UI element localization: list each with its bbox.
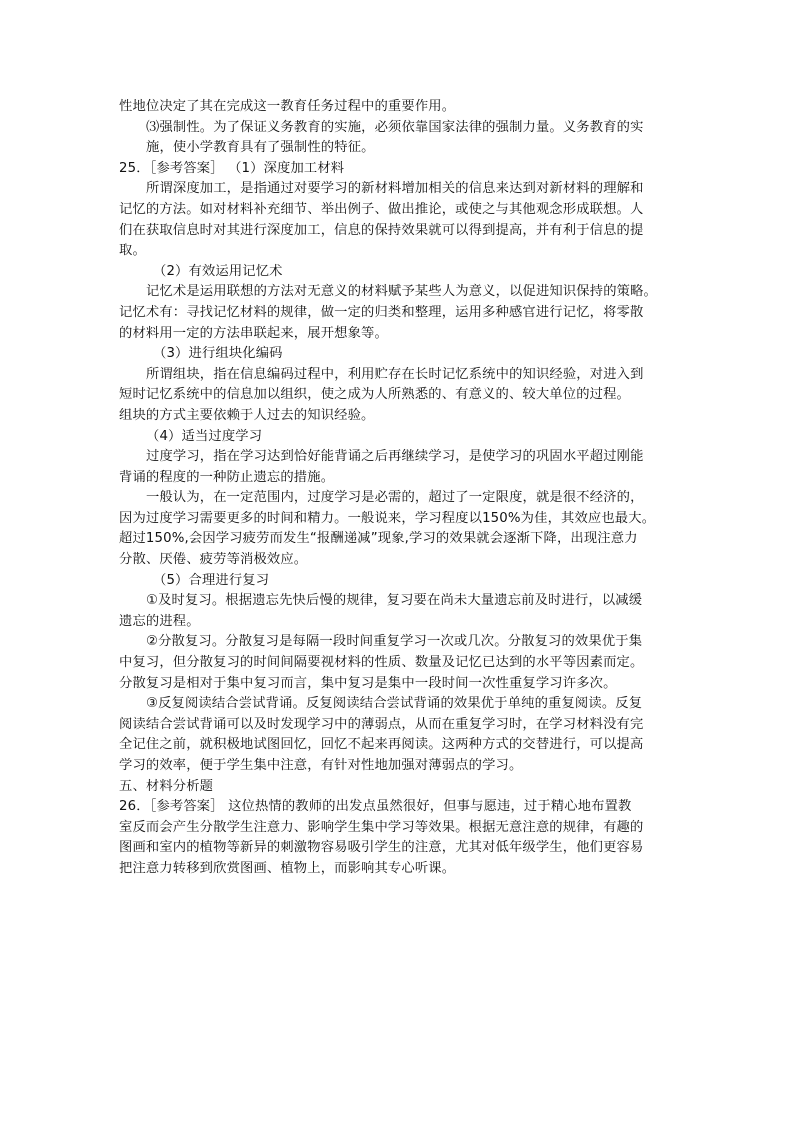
text-line: 施，使小学教育具有了强制性的特征。 bbox=[146, 140, 375, 156]
text-line: 过度学习，指在学习达到恰好能背诵之后再继续学习，是使学习的巩固水平超过刚能 bbox=[146, 449, 644, 465]
text-line: 室反而会产生分散学生注意力、影响学生集中学习等效果。根据无意注意的规律，有趣的 bbox=[119, 819, 644, 835]
text-line: 一般认为，在一定范围内，过度学习是必需的，超过了一定限度，就是很不经济的， bbox=[146, 490, 644, 506]
text-line: 的材料用一定的方法串联起来，展开想象等。 bbox=[119, 325, 388, 341]
text-line: 把注意力转移到欣赏图画、植物上，而影响其专心听课。 bbox=[119, 860, 456, 876]
text-line: 记忆术是运用联想的方法对无意义的材料赋予某些人为意义，以促进知识保持的策略。 bbox=[146, 284, 657, 300]
answer-heading: 26．［参考答案］ 这位热情的教师的出发点虽然很好，但事与愿违，过于精心地布置教 bbox=[119, 799, 632, 815]
text-line: 因为过度学习需要更多的时间和精力。一般说来，学习程度以150%为佳，其效应也最大。 bbox=[119, 510, 656, 526]
subheading: （5）合理进行复习 bbox=[153, 572, 270, 588]
subheading: （4）适当过度学习 bbox=[146, 428, 263, 444]
text-line: 图画和室内的植物等新异的刺激物容易吸引学生的注意，尤其对低年级学生，他们更容易 bbox=[119, 840, 644, 856]
text-line: 取。 bbox=[119, 243, 146, 259]
text-line: ③反复阅读结合尝试背诵。反复阅读结合尝试背诵的效果优于单纯的重复阅读。反复 bbox=[146, 696, 643, 712]
text-line: 性地位决定了其在完成这一教育任务过程中的重要作用。 bbox=[119, 99, 456, 114]
text-line: 遗忘的进程。 bbox=[119, 613, 200, 629]
document-page bbox=[119, 97, 679, 880]
text-line: 阅读结合尝试背诵可以及时发现学习中的薄弱点，从而在重复学习时，在学习材料没有完 bbox=[119, 716, 644, 732]
text-line: 记忆术有：寻找记忆材料的规律，做一定的归类和整理，运用多种感官进行记忆，将零散 bbox=[119, 304, 644, 320]
text-line: 记忆的方法。如对材料补充细节、举出例子、做出推论，或使之与其他观念形成联想。人 bbox=[119, 201, 644, 217]
subheading: （2）有效运用记忆术 bbox=[153, 263, 283, 279]
text-line: 全记住之前，就积极地试图回忆，回忆不起来再阅读。这两种方式的交替进行，可以提高 bbox=[119, 737, 644, 753]
answer-heading: 25．［参考答案］ （1）深度加工材料 bbox=[119, 160, 345, 176]
text-line: ⑶强制性。为了保证义务教育的实施，必须依靠国家法律的强制力量。义务教育的实 bbox=[146, 119, 644, 135]
text-line: 学习的效率，便于学生集中注意，有针对性地加强对薄弱点的学习。 bbox=[119, 758, 523, 773]
text-line: 短时记忆系统中的信息加以组织，使之成为人所熟悉的、有意义的、较大单位的过程。 bbox=[119, 387, 630, 403]
text-line: 中复习，但分散复习的时间间隔要视材料的性质、数量及记忆已达到的水平等因素而定。 bbox=[119, 655, 644, 671]
text-line: 所谓深度加工，是指通过对要学习的新材料增加相关的信息来达到对新材料的理解和 bbox=[146, 181, 644, 197]
text-line: 们在获取信息时对其进行深度加工，信息的保持效果就可以得到提高，并有利于信息的提 bbox=[119, 222, 644, 238]
text-line: 超过150%,会因学习疲劳而发生“报酬递减”现象,学习的效果就会逐渐下降，出现注意力 bbox=[119, 531, 638, 547]
section-heading: 五、材料分析题 bbox=[119, 778, 214, 794]
text-line: 所谓组块，指在信息编码过程中，利用贮存在长时记忆系统中的知识经验，对进入到 bbox=[146, 366, 644, 382]
text-line: 组块的方式主要依赖于人过去的知识经验。 bbox=[119, 407, 375, 423]
text-line: 分散复习是相对于集中复习而言，集中复习是集中一段时间一次性重复学习许多次。 bbox=[119, 675, 617, 691]
subheading: （3）进行组块化编码 bbox=[153, 346, 283, 362]
text-line: ①及时复习。根据遗忘先快后慢的规律，复习要在尚未大量遗忘前及时进行，以减缓 bbox=[146, 593, 643, 609]
text-line: ②分散复习。分散复习是每隔一段时间重复学习一次或几次。分散复习的效果优于集 bbox=[146, 634, 643, 650]
text-line: 背诵的程度的一种防止遗忘的措施。 bbox=[119, 469, 335, 485]
text-line: 分散、厌倦、疲劳等消极效应。 bbox=[119, 552, 308, 568]
